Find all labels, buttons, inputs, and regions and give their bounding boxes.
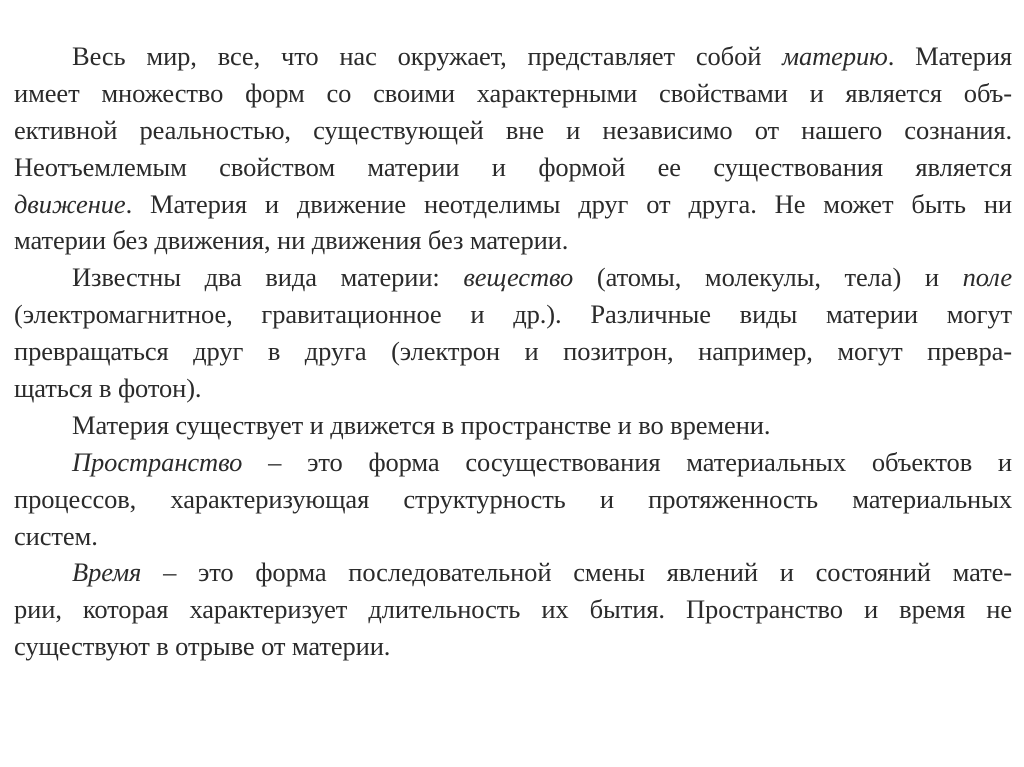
- paragraph: [14, 554, 1012, 665]
- text-line: [14, 259, 1012, 296]
- italic-term: вещество: [463, 262, 574, 293]
- italic-term: Время: [72, 557, 142, 588]
- italic-term: Пространство: [72, 446, 243, 477]
- text-line: [14, 370, 1012, 407]
- document-text: [14, 38, 1012, 665]
- text-segment: . Материя: [887, 41, 1012, 71]
- text-segment: щаться в фотон).: [14, 373, 202, 404]
- text-segment: систем.: [14, 520, 98, 551]
- text-line: [14, 407, 1012, 444]
- text-line: [14, 112, 1012, 149]
- text-line: [14, 481, 1012, 518]
- text-segment: процессов, характеризующая структурность и протяженность материальных: [14, 483, 1012, 514]
- paragraph: [14, 444, 1012, 555]
- italic-term: материю: [782, 41, 888, 71]
- text-line: [14, 222, 1012, 259]
- text-line: [14, 444, 1012, 481]
- text-line: [14, 554, 1012, 591]
- text-segment: рии, которая характеризует длительность их бытия. Пространство и время не: [14, 594, 1012, 625]
- text-segment: – это форма последовательной смены явлений и состояний мате-: [141, 557, 1012, 588]
- paragraph: [14, 407, 1012, 444]
- text-line: [14, 186, 1012, 223]
- text-segment: существуют в отрыве от материи.: [14, 631, 391, 662]
- text-segment: (атомы, молекулы, тела) и: [573, 262, 963, 293]
- text-line: [14, 296, 1012, 333]
- italic-term: движение: [14, 188, 126, 219]
- text-segment: . Материя и движение неотделимы друг от друга. Не может быть ни: [125, 188, 1012, 219]
- text-segment: Известны два вида материи:: [72, 262, 464, 293]
- paragraph: [14, 38, 1012, 259]
- italic-term: поле: [962, 262, 1012, 293]
- text-line: [14, 518, 1012, 555]
- text-line: [14, 591, 1012, 628]
- text-segment: (электромагнитное, гравитационное и др.). Различные виды материи могут: [14, 299, 1012, 330]
- text-segment: – это форма сосуществования материальных объектов и: [242, 446, 1012, 477]
- paragraph: [14, 259, 1012, 407]
- text-segment: имеет множество форм со своими характерными свойствами и является объ-: [14, 77, 1012, 108]
- text-line: [14, 75, 1012, 112]
- text-line: [14, 628, 1012, 665]
- text-segment: превращаться друг в друга (электрон и позитрон, например, могут превра-: [14, 336, 1012, 367]
- text-segment: Весь мир, все, что нас окружает, представляет собой: [72, 41, 783, 71]
- text-segment: материи без движения, ни движения без материи.: [14, 225, 569, 256]
- text-segment: Неотъемлемым свойством материи и формой ее существования является: [14, 151, 1012, 182]
- text-segment: Материя существует и движется в пространстве и во времени.: [72, 409, 771, 440]
- text-line: [14, 333, 1012, 370]
- text-line: [14, 38, 1012, 75]
- text-segment: ективной реальностью, существующей вне и независимо от нашего сознания.: [14, 114, 1012, 145]
- text-line: [14, 149, 1012, 186]
